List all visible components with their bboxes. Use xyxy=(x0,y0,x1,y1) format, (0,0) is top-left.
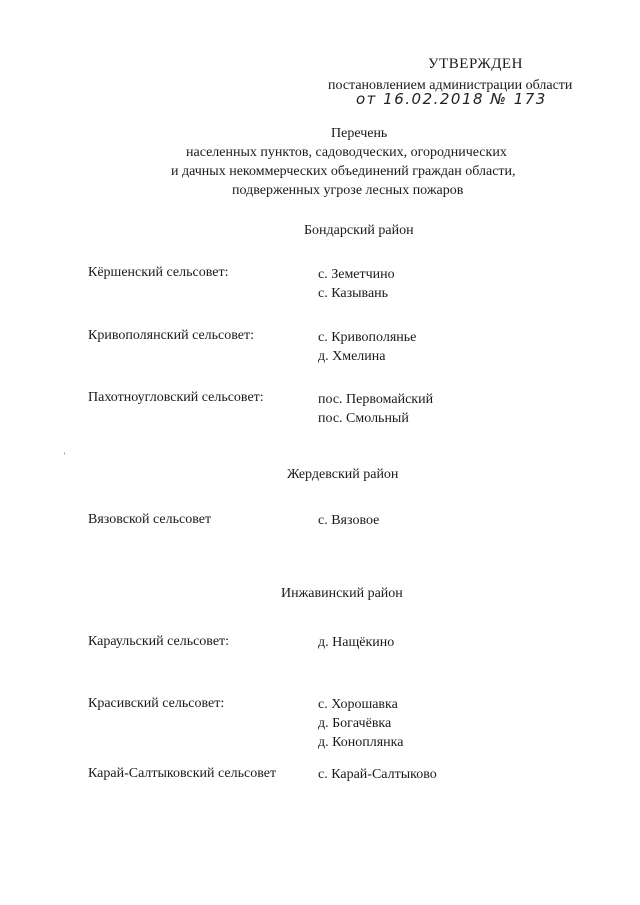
settlement-item: д. Коноплянка xyxy=(318,735,404,750)
title-line-4: подверженных угрозе лесных пожаров xyxy=(232,183,464,198)
settlement-list xyxy=(318,265,395,303)
settlement-item: с. Хорошавка xyxy=(318,697,398,712)
settlement-item: пос. Смольный xyxy=(318,411,409,426)
council-name: Караульский сельсовет: xyxy=(88,634,230,649)
settlement-item: с. Карай-Салтыково xyxy=(318,767,437,782)
council-name: Красивский сельсовет: xyxy=(88,696,225,711)
council-name: Пахотноугловский сельсовет: xyxy=(88,390,264,405)
settlement-list xyxy=(318,511,379,530)
settlement-item: с. Земетчино xyxy=(318,267,395,282)
approved-title: УТВЕРЖДЕН xyxy=(428,56,523,72)
council-name: Кривополянский сельсовет: xyxy=(88,328,255,343)
settlement-item: с. Вязовое xyxy=(318,513,380,528)
title-line-3: и дачных некоммерческих объединений граждан области, xyxy=(171,164,516,179)
settlement-item: д. Хмелина xyxy=(318,349,386,364)
council-name: Вязовской сельсовет xyxy=(88,512,212,527)
council-name: Карай-Салтыковский сельсовет xyxy=(88,766,277,781)
council-name: Кёршенский сельсовет: xyxy=(88,265,229,280)
title-line-1: Перечень xyxy=(331,126,388,141)
scan-speck xyxy=(64,452,65,455)
district-heading: Бондарский район xyxy=(304,223,414,238)
title-line-2: населенных пунктов, садоводческих, огороднических xyxy=(186,145,507,160)
settlement-item: д. Нащёкино xyxy=(318,635,395,650)
settlement-item: с. Кривополянье xyxy=(318,330,417,345)
district-heading: Инжавинский район xyxy=(281,586,403,601)
district-heading: Жердевский район xyxy=(287,467,399,482)
settlement-list xyxy=(318,390,433,428)
approved-by-line: постановлением администрации области xyxy=(328,78,573,93)
settlement-list xyxy=(318,633,394,652)
settlement-item: пос. Первомайский xyxy=(318,392,434,407)
handwritten-date-number: от 16.02.2018 № 173 xyxy=(356,90,547,108)
settlement-list xyxy=(318,695,403,752)
settlement-item: д. Богачёвка xyxy=(318,716,392,731)
settlement-list xyxy=(318,328,416,366)
settlement-list xyxy=(318,765,437,784)
settlement-item: с. Казывань xyxy=(318,286,389,301)
